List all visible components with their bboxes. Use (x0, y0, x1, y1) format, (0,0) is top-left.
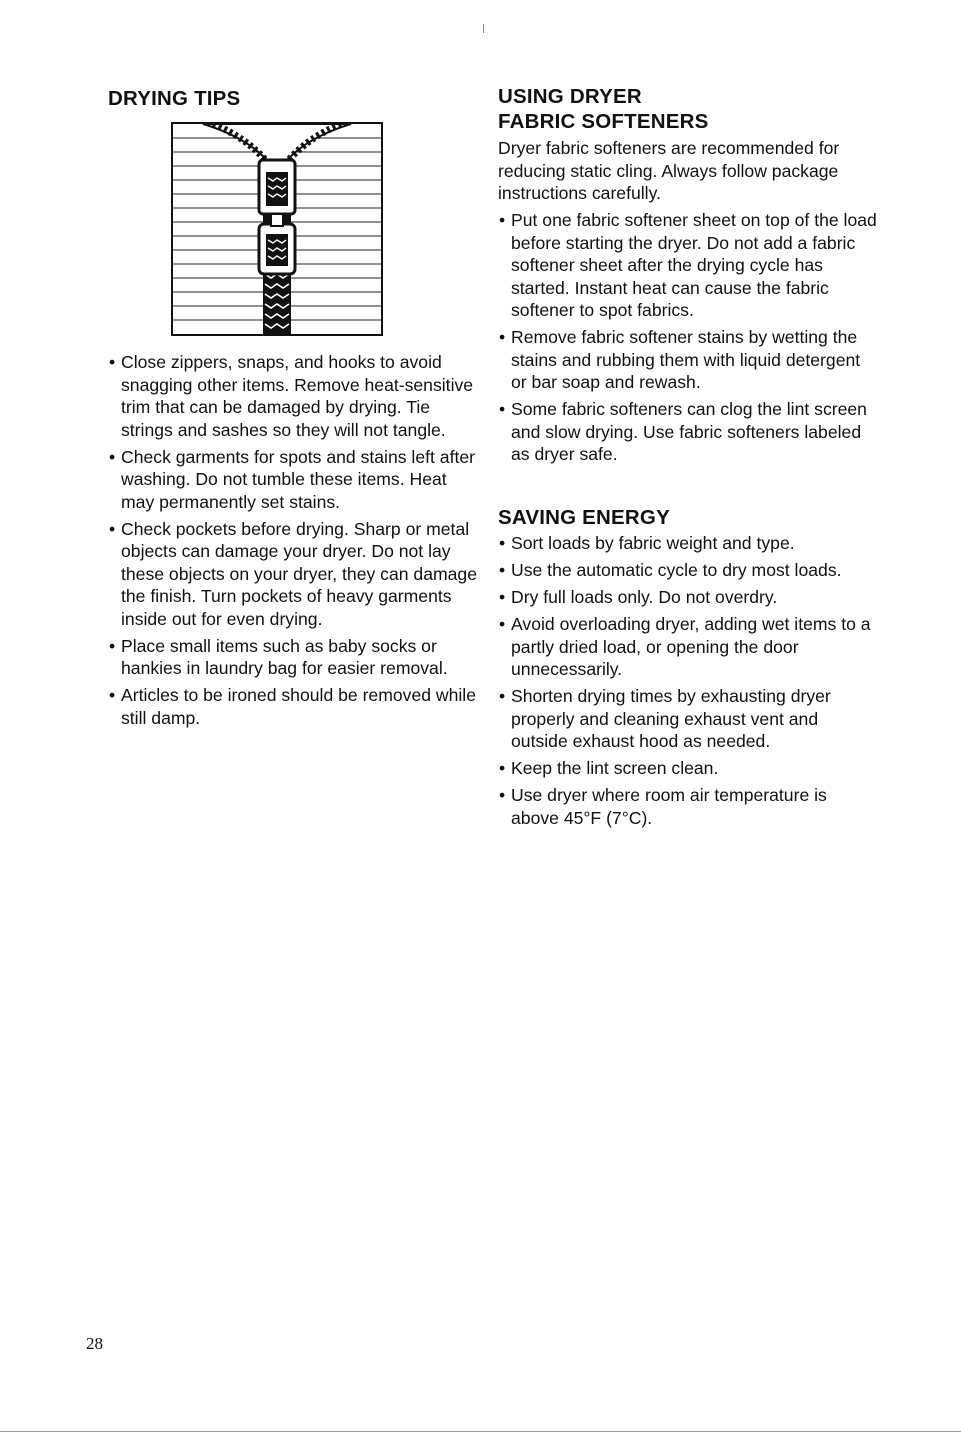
top-tick-mark (483, 24, 484, 33)
list-item-text: Some fabric softeners can clog the lint screen and slow drying. Use fabric softeners labeled as dryer safe. (511, 399, 867, 464)
bullet: • (499, 560, 506, 580)
list-item (108, 446, 480, 514)
list-item (108, 684, 480, 729)
bullet: • (109, 635, 116, 656)
list-item-text: Dry full loads only. Do not overdry. (511, 587, 778, 607)
list-item-text: Check garments for spots and stains left after washing. Do not tumble these items. Heat may permanently set stains. (121, 446, 475, 512)
list-item (498, 613, 878, 681)
list-item-text: Remove fabric softener stains by wetting the stains and rubbing them with liquid detergent or bar soap and rewash. (511, 327, 861, 392)
bullet: • (109, 518, 116, 539)
list-item-text: Close zippers, snaps, and hooks to avoid snagging other items. Remove heat-sensitive trim that can be damaged by drying. Tie strings and sashes so they will not tangle. (121, 352, 474, 440)
zipper-illustration (173, 124, 381, 334)
list-item-text: Use dryer where room air temperature is above 45°F (7°C). (511, 785, 827, 828)
drying-tips-heading: DRYING TIPS (108, 87, 241, 110)
drying-tips-list (108, 351, 480, 734)
list-item (498, 586, 878, 609)
bullet: • (499, 785, 506, 805)
list-item (498, 532, 878, 555)
bullet: • (499, 533, 506, 553)
list-item-text: Put one fabric softener sheet on top of the load before starting the dryer. Do not add a fabric softener sheet after the drying cycle has started. Instant heat can cause the fabric softener to spot fabrics. (511, 210, 877, 320)
list-item-text: Articles to be ironed should be removed while still damp. (121, 685, 477, 728)
zipper-icon (171, 122, 383, 336)
list-item (108, 635, 480, 680)
bullet: • (109, 352, 116, 372)
list-item (498, 326, 878, 394)
bullet: • (499, 758, 506, 778)
list-item-text: Use the automatic cycle to dry most loads. (511, 560, 842, 580)
bottom-rule (0, 1431, 961, 1432)
bullet: • (499, 327, 506, 347)
list-item (498, 685, 878, 753)
fabric-softeners-heading-line2: FABRIC SOFTENERS (498, 110, 709, 133)
list-item-text: Shorten drying times by exhausting dryer properly and cleaning exhaust vent and outside exhaust hood as needed. (511, 686, 831, 751)
list-item (108, 351, 480, 441)
bullet: • (499, 614, 506, 634)
saving-energy-heading: SAVING ENERGY (498, 506, 670, 529)
bullet: • (499, 686, 506, 706)
bullet: • (499, 587, 506, 607)
fabric-softeners-heading (498, 84, 709, 134)
bullet: • (109, 685, 116, 705)
list-item (498, 559, 878, 582)
list-item (498, 757, 878, 780)
bullet: • (499, 210, 506, 230)
list-item (498, 398, 878, 466)
fabric-softeners-list (498, 209, 878, 470)
list-item (498, 209, 878, 322)
fabric-softeners-intro: Dryer fabric softeners are recommended for reducing static cling. Always follow package instructions carefully. (498, 138, 840, 203)
fabric-softeners-heading-line1: USING DRYER (498, 85, 642, 108)
list-item-text: Avoid overloading dryer, adding wet items to a partly dried load, or opening the door unnecessarily. (511, 614, 871, 679)
saving-energy-list (498, 532, 878, 834)
list-item-text: Place small items such as baby socks or hankies in laundry bag for easier removal. (121, 635, 448, 678)
page-number: 28 (86, 1334, 103, 1353)
bullet: • (109, 446, 116, 467)
bullet: • (499, 399, 506, 419)
list-item-text: Sort loads by fabric weight and type. (511, 533, 795, 553)
list-item (108, 518, 480, 631)
list-item-text: Keep the lint screen clean. (511, 758, 719, 778)
list-item-text: Check pockets before drying. Sharp or metal objects can damage your dryer. Do not lay these objects on your dryer, they can damage the finish. Turn pockets of heavy garments inside out for even drying. (121, 518, 477, 629)
list-item (498, 784, 878, 829)
